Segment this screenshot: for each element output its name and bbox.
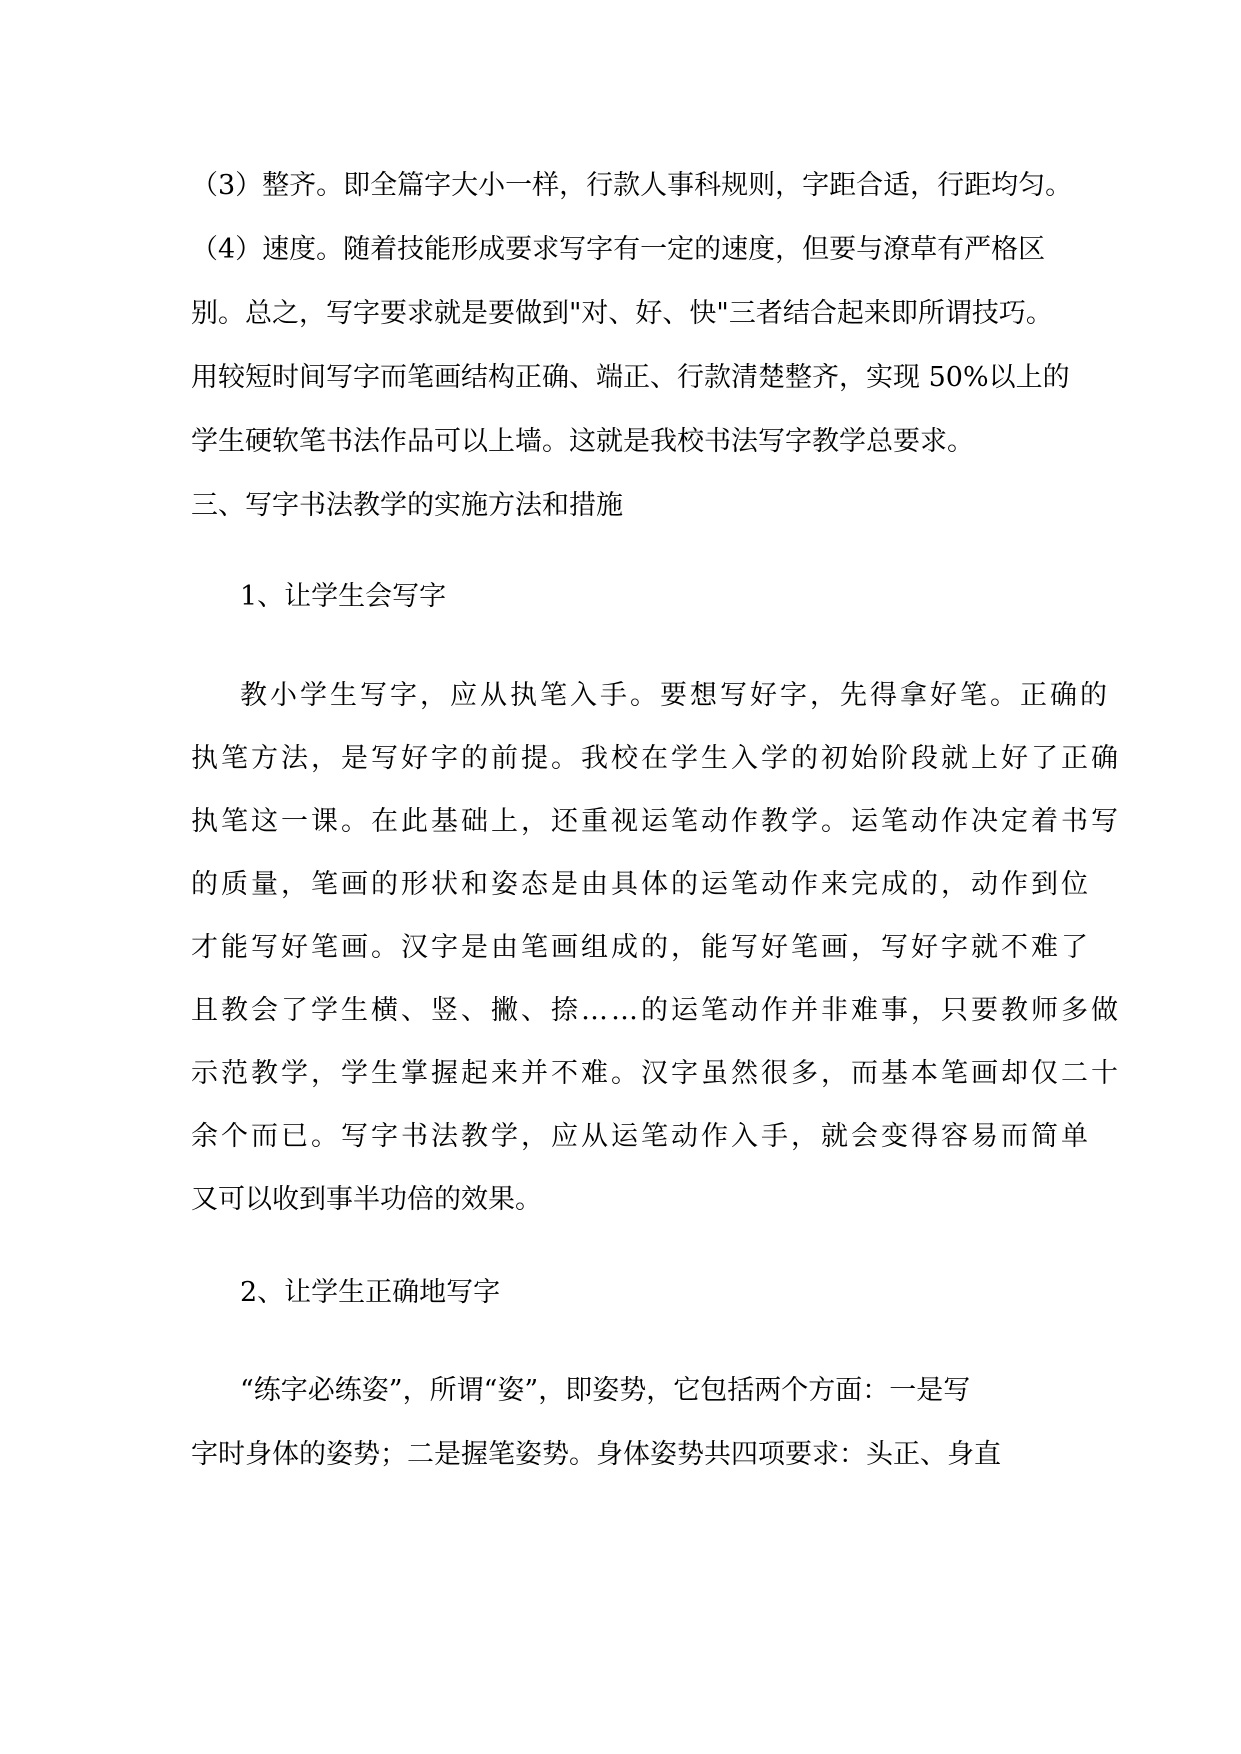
text-line-4: 用较短时间写字而笔画结构正确、端正、行款清楚整齐，实现 50%以上的 — [191, 362, 1070, 393]
text-line-8: 教小学生写字，应从执笔入手。要想写好字，先得拿好笔。正确的 — [240, 680, 1110, 711]
text-line-13: 且教会了学生横、竖、撇、捺……的运笔动作并非难事，只要教师多做 — [191, 995, 1121, 1026]
section-heading: 三、写字书法教学的实施方法和措施 — [191, 490, 623, 521]
text-line-11: 的质量，笔画的形状和姿态是由具体的运笔动作来完成的，动作到位 — [191, 869, 1091, 900]
text-line-9: 执笔方法，是写好字的前提。我校在学生入学的初始阶段就上好了正确 — [191, 743, 1121, 774]
text-line-14: 示范教学，学生掌握起来并不难。汉字虽然很多，而基本笔画却仅二十 — [191, 1058, 1121, 1089]
text-line-5: 学生硬软笔书法作品可以上墙。这就是我校书法写字教学总要求。 — [191, 426, 974, 457]
text-line-18: “练字必练姿”，所谓“姿”，即姿势，它包括两个方面：一是写 — [240, 1375, 971, 1406]
text-line-15: 余个而已。写字书法教学，应从运笔动作入手，就会变得容易而简单 — [191, 1121, 1091, 1152]
text-line-3: 别。总之，写字要求就是要做到"对、好、快"三者结合起来即所谓技巧。 — [191, 298, 1053, 329]
text-line-2: （4）速度。随着技能形成要求写字有一定的速度，但要与潦草有严格区 — [191, 234, 1046, 265]
text-line-12: 才能写好笔画。汉字是由笔画组成的，能写好笔画，写好字就不难了 — [191, 932, 1091, 963]
subheading-2: 2、让学生正确地写字 — [240, 1277, 501, 1308]
text-line-16: 又可以收到事半功倍的效果。 — [191, 1184, 542, 1215]
text-line-10: 执笔这一课。在此基础上，还重视运笔动作教学。运笔动作决定着书写 — [191, 806, 1121, 837]
text-line-1: （3）整齐。即全篇字大小一样，行款人事科规则，字距合适，行距均匀。 — [191, 170, 1073, 201]
subheading-1: 1、让学生会写字 — [240, 581, 447, 612]
text-line-19: 字时身体的姿势；二是握笔姿势。身体姿势共四项要求：头正、身直 — [191, 1439, 1001, 1470]
